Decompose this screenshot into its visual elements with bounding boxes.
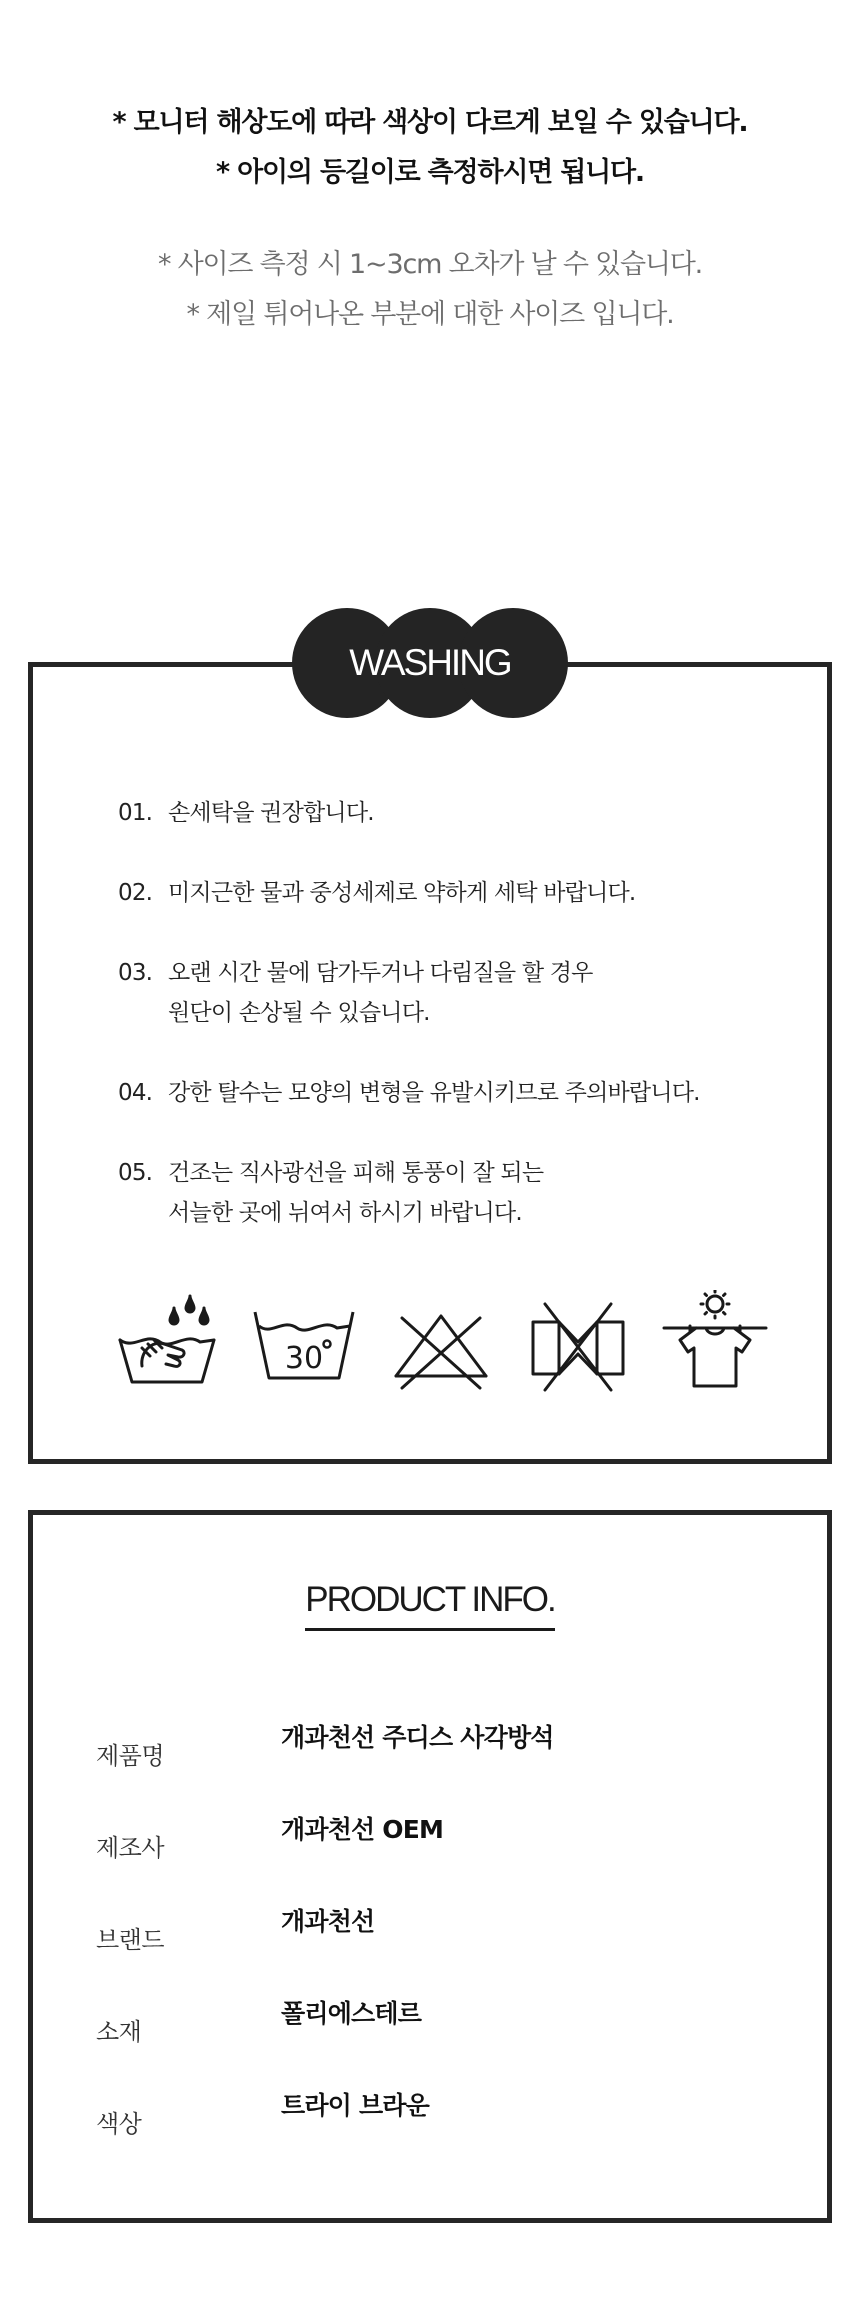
item-number: 04. bbox=[118, 1080, 153, 1106]
notice-line: * 제일 튀어나온 부분에 대한 사이즈 입니다. bbox=[186, 299, 674, 330]
row-value: 개과천선 OEM bbox=[281, 1815, 444, 1844]
washing-badge bbox=[292, 608, 568, 718]
product-info-table bbox=[96, 1718, 796, 2178]
wash-30-icon bbox=[249, 1290, 359, 1400]
notice-bold bbox=[0, 98, 860, 198]
notice-line: * 아이의 등길이로 측정하시면 됩니다. bbox=[215, 157, 644, 188]
no-tumble-dry-icon bbox=[523, 1290, 633, 1400]
item-text: 강한 탈수는 모양의 변형을 유발시키므로 주의바랍니다. bbox=[168, 1080, 700, 1106]
list-item bbox=[118, 873, 758, 913]
row-value: 트라이 브라운 bbox=[281, 2091, 430, 2120]
list-item bbox=[118, 1073, 758, 1113]
item-text: 건조는 직사광선을 피해 통풍이 잘 되는 bbox=[168, 1160, 544, 1186]
list-item bbox=[118, 953, 758, 1033]
list-item bbox=[118, 793, 758, 833]
product-info-title bbox=[0, 1580, 860, 1631]
table-row bbox=[96, 2086, 796, 2178]
row-label: 소재 bbox=[96, 2018, 142, 2046]
item-text: 오랜 시간 물에 담가두거나 다림질을 할 경우 bbox=[168, 960, 593, 986]
item-text: 원단이 손상될 수 있습니다. bbox=[168, 1000, 430, 1026]
no-bleach-icon bbox=[386, 1290, 496, 1400]
item-number: 02. bbox=[118, 880, 153, 906]
item-number: 03. bbox=[118, 960, 153, 986]
notice-light bbox=[0, 240, 860, 340]
washing-instructions bbox=[118, 793, 758, 1273]
row-label: 제품명 bbox=[96, 1742, 165, 1770]
hang-dry-icon bbox=[660, 1290, 770, 1400]
hand-wash-icon bbox=[112, 1290, 222, 1400]
product-info-heading: PRODUCT INFO. bbox=[305, 1580, 554, 1631]
row-label: 색상 bbox=[96, 2110, 142, 2138]
notice-line: * 사이즈 측정 시 1~3cm 오차가 날 수 있습니다. bbox=[157, 249, 703, 280]
item-number: 01. bbox=[118, 800, 153, 826]
row-value: 개과천선 주디스 사각방석 bbox=[281, 1723, 554, 1752]
table-row bbox=[96, 1994, 796, 2086]
item-number: 05. bbox=[118, 1160, 153, 1186]
wash-temp-label: 30 bbox=[284, 1341, 324, 1376]
table-row bbox=[96, 1902, 796, 1994]
table-row bbox=[96, 1810, 796, 1902]
item-text: 서늘한 곳에 뉘여서 하시기 바랍니다. bbox=[168, 1200, 522, 1226]
list-item bbox=[118, 1153, 758, 1233]
row-label: 제조사 bbox=[96, 1834, 165, 1862]
item-text: 미지근한 물과 중성세제로 약하게 세탁 바랍니다. bbox=[168, 880, 636, 906]
washing-title: WASHING bbox=[349, 642, 511, 683]
care-icons bbox=[112, 1290, 772, 1400]
item-text: 손세탁을 권장합니다. bbox=[168, 800, 374, 826]
row-value: 개과천선 bbox=[281, 1907, 375, 1936]
row-value: 폴리에스테르 bbox=[281, 1999, 422, 2028]
table-row bbox=[96, 1718, 796, 1810]
notice-line: * 모니터 해상도에 따라 색상이 다르게 보일 수 있습니다. bbox=[112, 107, 748, 138]
row-label: 브랜드 bbox=[96, 1926, 165, 1954]
